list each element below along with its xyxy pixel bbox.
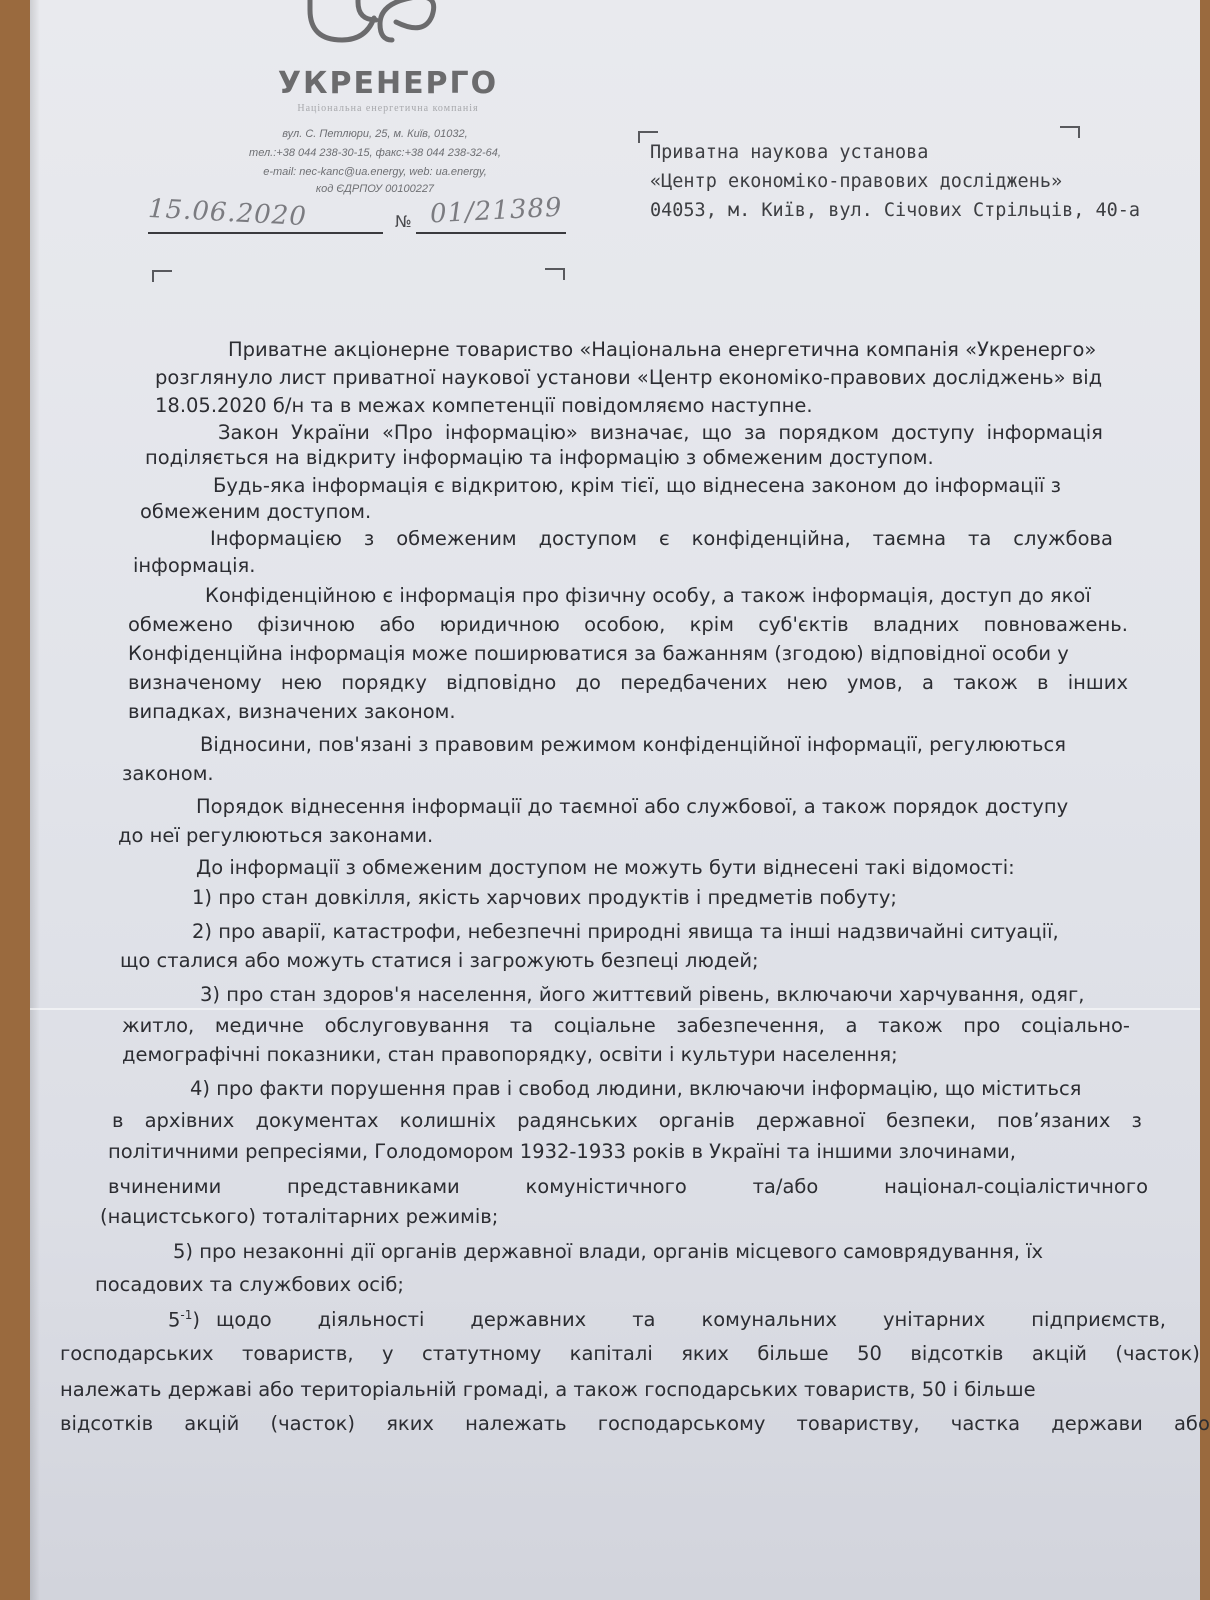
body-word: унітарних (882, 1308, 986, 1331)
body-line (128, 671, 1128, 694)
body-word: органів (658, 1109, 735, 1132)
body-word: також (953, 671, 1018, 694)
body-word: державної (756, 1109, 865, 1132)
body-word: за (744, 421, 767, 444)
letterhead-email: e-mail: nec-kanc@ua.energy, web: ua.energy, (263, 166, 487, 178)
body-word: держави (1051, 1412, 1143, 1435)
body-word: обмежено (128, 613, 233, 636)
body-word: діяльності (317, 1308, 425, 1331)
body-word: документах (255, 1109, 379, 1132)
body-word: владних (872, 613, 960, 636)
outgoing-date: 15.06.2020 (147, 193, 308, 233)
body-word: таємна (872, 527, 947, 550)
body-line: Будь-яка інформація є відкритою, крім тієї, що віднесена законом до інформації з (213, 474, 1061, 497)
letterhead-phone: тел.:+38 044 238-30-15, факс:+38 044 238-32-64, (249, 147, 501, 159)
body-word: є (658, 527, 670, 550)
body-word: яких (386, 1412, 434, 1435)
body-word: акцій (1031, 1342, 1087, 1365)
body-word: державних (470, 1308, 587, 1331)
body-word: комунальних (701, 1308, 838, 1331)
body-word: в (1037, 671, 1049, 694)
body-word: статутному (422, 1342, 542, 1365)
body-line: Приватне акціонерне товариство «Національна енергетична компанія «Укренерго» (228, 338, 1097, 361)
body-word: інформацію» (444, 421, 578, 444)
body-line: політичними репресіями, Голодомором 1932-1933 років в Україні та іншими злочинами, (108, 1140, 1016, 1163)
body-line: що сталися або можуть статися і загрожують безпеці людей; (120, 949, 759, 972)
address-block-corner-right (545, 268, 565, 280)
date-underline (148, 232, 383, 234)
body-word: вчиненими (108, 1175, 222, 1198)
body-line: До інформації з обмеженим доступом не можуть бути віднесені такі відомості: (196, 856, 1015, 879)
body-word: з (1131, 1109, 1142, 1132)
body-word: забезпечення, (676, 1014, 825, 1037)
body-word: щодо (216, 1308, 272, 1331)
body-line (60, 1342, 1200, 1365)
letterhead-address: вул. С. Петлюри, 25, м. Київ, 01032, (282, 128, 468, 140)
body-line (60, 1412, 1210, 1435)
body-word: (часток) (270, 1412, 356, 1435)
body-word: Інформацією (210, 527, 342, 550)
number-underline (416, 232, 566, 234)
body-line: посадових та службових осіб; (95, 1273, 404, 1296)
number-label: № (395, 212, 412, 231)
body-word: медичне (214, 1014, 304, 1037)
item-paren: ) (192, 1308, 200, 1332)
body-word: нею (786, 671, 828, 694)
body-word: радянських (517, 1109, 638, 1132)
body-word: господарському (597, 1412, 766, 1435)
body-line (128, 613, 1128, 636)
body-word: у (382, 1342, 394, 1365)
body-word: відсотків (910, 1342, 1004, 1365)
body-word: господарських (60, 1342, 214, 1365)
paper-fold (30, 1008, 1200, 1010)
body-word: крім (689, 613, 734, 636)
brand-name: УКРЕНЕРГО (277, 66, 499, 101)
body-word: безпеки, (886, 1109, 976, 1132)
body-word: більше (757, 1342, 829, 1365)
body-line (210, 527, 1113, 550)
body-word: та (632, 1308, 656, 1331)
body-word: колишніх (399, 1109, 497, 1132)
body-word: також (878, 1014, 943, 1037)
body-word: визначеному (128, 671, 262, 694)
body-word: та (967, 527, 992, 550)
body-word: капіталі (569, 1342, 653, 1365)
body-word: з (363, 527, 375, 550)
body-word: службова (1013, 527, 1113, 550)
body-word: що (701, 421, 732, 444)
body-word: доступом (538, 527, 637, 550)
body-word: товариству, (796, 1412, 920, 1435)
body-line: 18.05.2020 б/н та в межах компетенції повідомляємо наступне. (155, 394, 813, 417)
body-word: нею (280, 671, 323, 694)
recipient-block (650, 138, 1170, 225)
body-line (108, 1175, 1148, 1198)
body-word: особою, (584, 613, 666, 636)
body-line: 5) про незаконні дії органів державної влади, органів місцевого самоврядування, їх (173, 1240, 1044, 1263)
recipient-line: «Центр економіко-правових досліджень» (650, 171, 1063, 192)
body-word: та/або (752, 1175, 819, 1198)
body-word: про (963, 1014, 1001, 1037)
paper-edge-shadow (30, 0, 40, 1600)
body-line: належать державі або територіальній громаді, а також господарських товариств, 50 і більше (60, 1378, 1036, 1401)
body-line: до неї регулюються законами. (118, 824, 434, 847)
body-word: в (112, 1109, 124, 1132)
body-word: товариств, (242, 1342, 354, 1365)
body-word: пов’язаних (997, 1109, 1111, 1132)
body-word: соціальне (553, 1014, 656, 1037)
body-word: соціально- (1021, 1014, 1130, 1037)
body-word: «Про (381, 421, 433, 444)
body-word: підприємств, (1031, 1308, 1166, 1331)
body-line: 1) про стан довкілля, якість харчових продуктів і предметів побуту; (192, 886, 897, 909)
body-word: України (291, 421, 370, 444)
body-line: Відносини, пов'язані з правовим режимом конфіденційної інформації, регулюються (200, 733, 1066, 756)
body-word: представниками (287, 1175, 460, 1198)
body-word: 50 (857, 1342, 882, 1365)
body-line (122, 1014, 1130, 1037)
body-word: доступу (891, 421, 975, 444)
body-word: конфіденційна, (691, 527, 851, 550)
body-line: Конфіденційною є інформація про фізичну особу, а також інформація, доступ до якої (205, 584, 1091, 607)
body-word: націонал-соціалістичного (884, 1175, 1148, 1198)
body-line: інформація. (133, 554, 256, 577)
body-line: Порядок віднесення інформації до таємної або службової, а також порядок доступу (196, 795, 1069, 818)
body-word: комуністичного (525, 1175, 687, 1198)
body-line (112, 1109, 1142, 1132)
body-line (216, 1308, 1166, 1331)
body-line: демографічні показники, стан правопорядку, освіти і культури населення; (122, 1043, 898, 1066)
body-word: обмеженим (396, 527, 517, 550)
body-line: розглянуло лист приватної наукової установи «Центр економіко-правових досліджень» від (155, 366, 1103, 389)
body-word: яких (681, 1342, 729, 1365)
body-word: або (379, 613, 416, 636)
recipient-line: 04053, м. Київ, вул. Січових Стрільців, 40-а (650, 200, 1141, 221)
outgoing-number: 01/21389 (429, 192, 564, 230)
item-superscript: -1 (180, 1308, 193, 1322)
body-word: порядку (341, 671, 427, 694)
body-word: Закон (218, 421, 279, 444)
body-word: а (845, 1014, 858, 1037)
body-word: передбачених (620, 671, 768, 694)
body-line: (нацистського) тоталітарних режимів; (100, 1205, 499, 1228)
body-line: законом. (122, 762, 214, 785)
body-line: Конфіденційна інформація може поширюватися за бажанням (згодою) відповідної особи у (128, 642, 1069, 665)
letterhead-code: код ЄДРПОУ 00100227 (315, 183, 435, 195)
body-line (218, 421, 1103, 444)
body-word: а (922, 671, 934, 694)
body-word: визначає, (589, 421, 690, 444)
body-line-5-1-marker (168, 1308, 200, 1332)
body-word: обслуговування (324, 1014, 490, 1037)
recipient-corner-right (1060, 126, 1080, 138)
body-word: відповідно (446, 671, 557, 694)
body-line: поділяється на відкриту інформацію та інформацію з обмеженим доступом. (145, 446, 934, 469)
body-word: (часток) (1115, 1342, 1200, 1365)
body-word: до (575, 671, 601, 694)
body-word: порядком (778, 421, 880, 444)
body-word: повноважень. (983, 613, 1128, 636)
body-word: відсотків (60, 1412, 154, 1435)
body-word: або (1173, 1412, 1210, 1435)
item-number: 5 (168, 1308, 181, 1332)
body-word: частка (950, 1412, 1021, 1435)
body-line: 4) про факти порушення прав і свобод людини, включаючи інформацію, що міститься (190, 1077, 1082, 1100)
body-word: акцій (184, 1412, 240, 1435)
letter-sheet (30, 0, 1210, 1600)
body-line: обмеженим доступом. (140, 500, 372, 523)
body-line: 2) про аварії, катастрофи, небезпечні природні явища та інші надзвичайні ситуації, (192, 920, 1059, 943)
body-line: 3) про стан здоров'я населення, його життєвий рівень, включаючи харчування, одяг, (200, 983, 1085, 1006)
ukrenergo-logo-icon (300, 0, 470, 52)
address-block-corner-left (152, 270, 172, 282)
body-word: інформація (986, 421, 1103, 444)
body-line: випадках, визначених законом. (128, 700, 456, 723)
body-word: та (509, 1014, 534, 1037)
body-word: інших (1067, 671, 1128, 694)
body-word: юридичною (439, 613, 560, 636)
recipient-line: Приватна наукова установа (650, 142, 929, 163)
body-word: умов, (846, 671, 903, 694)
body-word: суб'єктів (758, 613, 849, 636)
body-word: архівних (144, 1109, 235, 1132)
body-word: фізичною (257, 613, 355, 636)
body-word: житло, (122, 1014, 195, 1037)
brand-tagline: Національна енергетична компанія (297, 103, 479, 114)
body-word: належать (465, 1412, 567, 1435)
